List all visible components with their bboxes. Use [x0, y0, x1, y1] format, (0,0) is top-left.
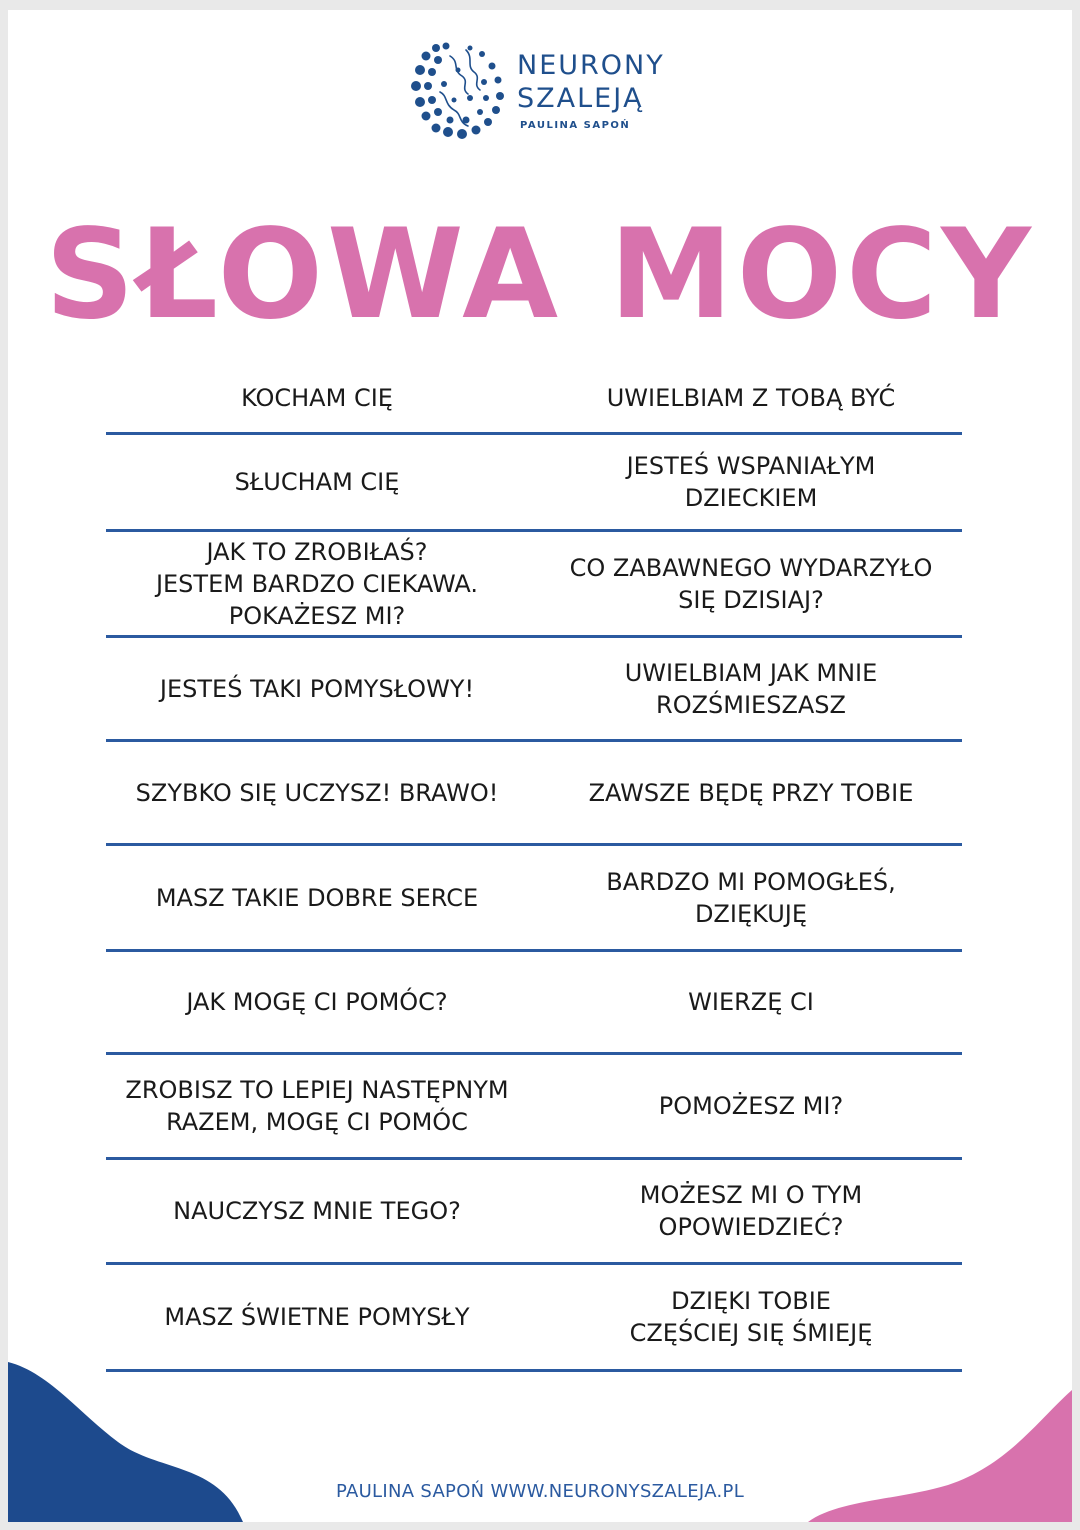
- table-row: [106, 638, 962, 742]
- brand-author: PAULINA SAPOŃ: [520, 120, 631, 131]
- table-row: [106, 435, 962, 532]
- phrase-right: CO ZABAWNEGO WYDARZYŁO SIĘ DZISIAJ?: [569, 553, 933, 614]
- phrase-right: DZIĘKI TOBIE CZĘŚCIEJ SIĘ ŚMIEJĘ: [629, 1287, 873, 1347]
- table-row: [106, 532, 962, 638]
- table-row: [106, 364, 962, 435]
- phrase-left: MASZ TAKIE DOBRE SERCE: [155, 883, 479, 912]
- poster-page: [8, 10, 1072, 1522]
- footer-website: PAULINA SAPOŃ WWW.NEURONYSZALEJA.PL: [335, 1481, 745, 1502]
- table-row: [106, 1265, 962, 1372]
- phrase-left: JAK MOGĘ CI POMÓC?: [186, 988, 448, 1016]
- phrase-left: SZYBKO SIĘ UCZYSZ! BRAWO!: [135, 778, 499, 807]
- page-title: SŁOWA MOCY: [45, 203, 1035, 347]
- phrase-left: JAK TO ZROBIŁAŚ? JESTEM BARDZO CIEKAWA. POKAŻESZ MI?: [155, 537, 479, 630]
- table-row: [106, 846, 962, 952]
- phrases-table: [106, 364, 962, 1372]
- phrase-right: ZAWSZE BĘDĘ PRZY TOBIE: [588, 778, 914, 807]
- pink-corner-wave: [808, 1390, 1072, 1522]
- table-row: [106, 742, 962, 846]
- phrase-left: ZROBISZ TO LEPIEJ NASTĘPNYM RAZEM, MOGĘ CI POMÓC: [125, 1076, 509, 1136]
- phrase-right: BARDZO MI POMOGŁEŚ, DZIĘKUJĘ: [606, 867, 896, 928]
- phrase-right: UWIELBIAM Z TOBĄ BYĆ: [606, 384, 896, 412]
- phrase-right: WIERZĘ CI: [688, 988, 814, 1016]
- table-row: [106, 1160, 962, 1265]
- phrase-left: KOCHAM CIĘ: [241, 384, 393, 412]
- neuron-dots-icon: [410, 40, 510, 140]
- brand-logo: [410, 40, 690, 150]
- brand-name-line1: NEURONY: [517, 50, 665, 81]
- phrase-left: MASZ ŚWIETNE POMYSŁY: [164, 1303, 470, 1331]
- phrase-left: SŁUCHAM CIĘ: [234, 468, 400, 496]
- phrase-right: MOŻESZ MI O TYM OPOWIEDZIEĆ?: [639, 1181, 863, 1241]
- phrase-left: NAUCZYSZ MNIE TEGO?: [173, 1197, 461, 1225]
- brand-name-line2: SZALEJĄ: [517, 83, 644, 114]
- table-row: [106, 1055, 962, 1160]
- table-row: [106, 952, 962, 1055]
- phrase-right: JESTEŚ WSPANIAŁYM DZIECKIEM: [626, 452, 876, 512]
- phrase-right: POMOŻESZ MI?: [658, 1092, 844, 1120]
- phrase-right: UWIELBIAM JAK MNIE ROZŚMIESZASZ: [624, 658, 878, 719]
- phrase-left: JESTEŚ TAKI POMYSŁOWY!: [159, 674, 475, 703]
